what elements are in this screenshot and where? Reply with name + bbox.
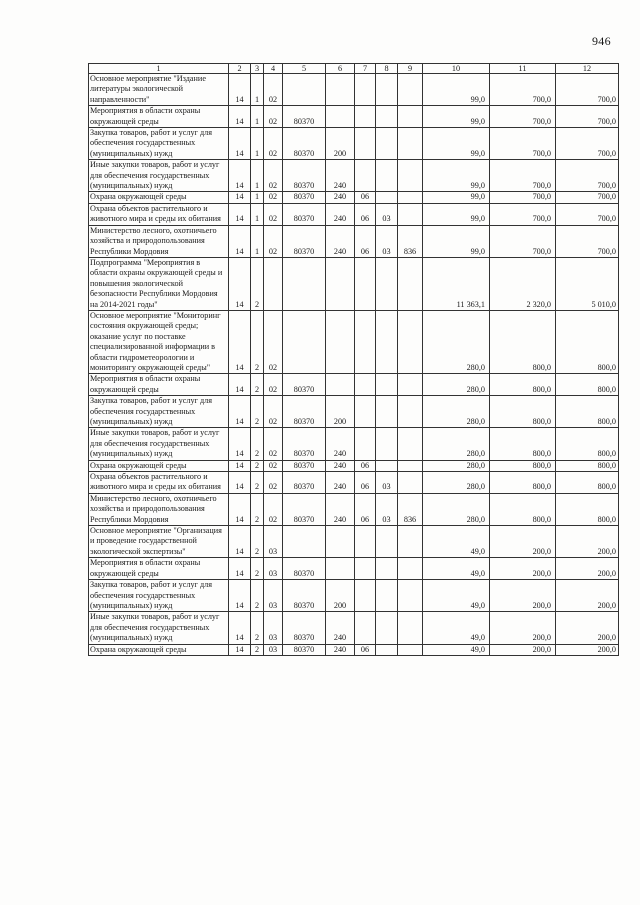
ministry-code-cell: 14 <box>229 128 251 160</box>
amount-col12-cell: 800,0 <box>556 428 619 460</box>
ministry-code-cell: 14 <box>229 580 251 612</box>
activity-cell: 03 <box>264 558 283 580</box>
subsection-cell <box>376 612 398 644</box>
expense-type-cell <box>326 74 355 106</box>
subsection-cell <box>376 257 398 310</box>
amount-col11-cell: 200,0 <box>490 644 556 655</box>
subprogram-cell: 2 <box>251 558 264 580</box>
direction-code-cell: 80370 <box>283 460 326 471</box>
expense-type-cell: 240 <box>326 493 355 525</box>
ministry-code-cell: 14 <box>229 203 251 225</box>
table-row <box>89 225 619 257</box>
section-cell <box>355 374 376 396</box>
subprogram-cell: 1 <box>251 192 264 203</box>
direction-code-cell: 80370 <box>283 203 326 225</box>
subsection-cell <box>376 128 398 160</box>
amount-col12-cell: 800,0 <box>556 310 619 373</box>
amount-col10-cell: 49,0 <box>423 526 490 558</box>
ministry-code-cell: 14 <box>229 257 251 310</box>
column-header: 6 <box>326 64 355 74</box>
amount-col11-cell: 800,0 <box>490 428 556 460</box>
row-name-cell: Мероприятия в области охраны окружающей среды <box>89 106 229 128</box>
subsection-cell: 03 <box>376 203 398 225</box>
subsection-cell: 03 <box>376 493 398 525</box>
amount-col12-cell: 200,0 <box>556 580 619 612</box>
subprogram-cell: 2 <box>251 472 264 494</box>
direction-code-cell: 80370 <box>283 128 326 160</box>
amount-col10-cell: 99,0 <box>423 225 490 257</box>
grbs-code-cell <box>398 396 423 428</box>
row-name-cell: Основное мероприятие "Организация и проведение государственной экологической экспертизы" <box>89 526 229 558</box>
direction-code-cell: 80370 <box>283 558 326 580</box>
subprogram-cell: 1 <box>251 225 264 257</box>
table-row <box>89 106 619 128</box>
amount-col10-cell: 99,0 <box>423 74 490 106</box>
amount-col10-cell: 49,0 <box>423 644 490 655</box>
table-row <box>89 310 619 373</box>
table-row <box>89 396 619 428</box>
row-name-cell: Подпрограмма "Мероприятия в области охраны окружающей среды и повышения экологической безопасности Республики Мордовия на 2014-2021 годы" <box>89 257 229 310</box>
expense-type-cell <box>326 374 355 396</box>
table-row <box>89 74 619 106</box>
activity-cell: 03 <box>264 644 283 655</box>
grbs-code-cell <box>398 460 423 471</box>
subsection-cell <box>376 310 398 373</box>
row-name-cell: Охрана окружающей среды <box>89 460 229 471</box>
activity-cell: 02 <box>264 493 283 525</box>
grbs-code-cell <box>398 106 423 128</box>
table-row <box>89 374 619 396</box>
table-body <box>89 74 619 656</box>
expense-type-cell: 240 <box>326 472 355 494</box>
budget-table <box>88 63 619 656</box>
row-name-cell: Министерство лесного, охотничьего хозяйства и природопользования Республики Мордовия <box>89 225 229 257</box>
grbs-code-cell <box>398 374 423 396</box>
table-row <box>89 580 619 612</box>
direction-code-cell: 80370 <box>283 106 326 128</box>
direction-code-cell: 80370 <box>283 472 326 494</box>
section-cell <box>355 612 376 644</box>
direction-code-cell <box>283 526 326 558</box>
table-row <box>89 203 619 225</box>
subprogram-cell: 2 <box>251 644 264 655</box>
table-row <box>89 526 619 558</box>
row-name-cell: Иные закупки товаров, работ и услуг для обеспечения государственных (муниципальных) нужд <box>89 160 229 192</box>
column-header: 4 <box>264 64 283 74</box>
column-header: 2 <box>229 64 251 74</box>
grbs-code-cell <box>398 192 423 203</box>
ministry-code-cell: 14 <box>229 526 251 558</box>
expense-type-cell: 240 <box>326 203 355 225</box>
amount-col11-cell: 700,0 <box>490 128 556 160</box>
ministry-code-cell: 14 <box>229 160 251 192</box>
column-header: 12 <box>556 64 619 74</box>
row-name-cell: Мероприятия в области охраны окружающей среды <box>89 374 229 396</box>
subsection-cell <box>376 644 398 655</box>
amount-col10-cell: 49,0 <box>423 612 490 644</box>
table-row <box>89 612 619 644</box>
row-name-cell: Основное мероприятие "Издание литературы экологической направленности" <box>89 74 229 106</box>
expense-type-cell: 240 <box>326 160 355 192</box>
ministry-code-cell: 14 <box>229 472 251 494</box>
amount-col12-cell: 800,0 <box>556 493 619 525</box>
grbs-code-cell <box>398 526 423 558</box>
subprogram-cell: 2 <box>251 396 264 428</box>
section-cell: 06 <box>355 203 376 225</box>
expense-type-cell: 240 <box>326 192 355 203</box>
amount-col12-cell: 200,0 <box>556 558 619 580</box>
amount-col11-cell: 700,0 <box>490 225 556 257</box>
direction-code-cell <box>283 257 326 310</box>
expense-type-cell <box>326 558 355 580</box>
amount-col11-cell: 200,0 <box>490 612 556 644</box>
activity-cell: 02 <box>264 396 283 428</box>
expense-type-cell: 240 <box>326 612 355 644</box>
column-header: 3 <box>251 64 264 74</box>
ministry-code-cell: 14 <box>229 106 251 128</box>
grbs-code-cell <box>398 310 423 373</box>
activity-cell <box>264 257 283 310</box>
grbs-code-cell <box>398 128 423 160</box>
amount-col10-cell: 99,0 <box>423 192 490 203</box>
direction-code-cell: 80370 <box>283 374 326 396</box>
row-name-cell: Министерство лесного, охотничьего хозяйства и природопользования Республики Мордовия <box>89 493 229 525</box>
section-cell <box>355 526 376 558</box>
table-row <box>89 128 619 160</box>
amount-col11-cell: 700,0 <box>490 106 556 128</box>
row-name-cell: Охрана окружающей среды <box>89 644 229 655</box>
section-cell: 06 <box>355 472 376 494</box>
column-header: 9 <box>398 64 423 74</box>
subprogram-cell: 2 <box>251 460 264 471</box>
amount-col11-cell: 2 320,0 <box>490 257 556 310</box>
grbs-code-cell <box>398 644 423 655</box>
grbs-code-cell <box>398 160 423 192</box>
grbs-code-cell <box>398 580 423 612</box>
subprogram-cell: 1 <box>251 160 264 192</box>
column-header: 8 <box>376 64 398 74</box>
grbs-code-cell <box>398 428 423 460</box>
expense-type-cell: 240 <box>326 460 355 471</box>
section-cell <box>355 428 376 460</box>
section-cell: 06 <box>355 493 376 525</box>
section-cell: 06 <box>355 225 376 257</box>
table-row <box>89 192 619 203</box>
activity-cell: 03 <box>264 612 283 644</box>
table-row <box>89 644 619 655</box>
grbs-code-cell <box>398 612 423 644</box>
subsection-cell <box>376 106 398 128</box>
amount-col12-cell: 700,0 <box>556 128 619 160</box>
amount-col10-cell: 99,0 <box>423 106 490 128</box>
ministry-code-cell: 14 <box>229 612 251 644</box>
subsection-cell <box>376 580 398 612</box>
amount-col12-cell: 700,0 <box>556 192 619 203</box>
ministry-code-cell: 14 <box>229 310 251 373</box>
activity-cell: 02 <box>264 192 283 203</box>
column-header: 11 <box>490 64 556 74</box>
amount-col10-cell: 280,0 <box>423 493 490 525</box>
amount-col11-cell: 700,0 <box>490 160 556 192</box>
amount-col10-cell: 280,0 <box>423 396 490 428</box>
amount-col12-cell: 800,0 <box>556 460 619 471</box>
amount-col11-cell: 700,0 <box>490 203 556 225</box>
direction-code-cell: 80370 <box>283 612 326 644</box>
section-cell <box>355 160 376 192</box>
activity-cell: 02 <box>264 106 283 128</box>
subsection-cell <box>376 160 398 192</box>
ministry-code-cell: 14 <box>229 396 251 428</box>
amount-col10-cell: 280,0 <box>423 374 490 396</box>
amount-col12-cell: 200,0 <box>556 644 619 655</box>
table-row <box>89 472 619 494</box>
grbs-code-cell <box>398 257 423 310</box>
amount-col11-cell: 800,0 <box>490 396 556 428</box>
amount-col11-cell: 200,0 <box>490 558 556 580</box>
table-row <box>89 558 619 580</box>
section-cell <box>355 106 376 128</box>
amount-col11-cell: 200,0 <box>490 526 556 558</box>
amount-col10-cell: 49,0 <box>423 558 490 580</box>
ministry-code-cell: 14 <box>229 74 251 106</box>
grbs-code-cell <box>398 472 423 494</box>
expense-type-cell: 240 <box>326 225 355 257</box>
subprogram-cell: 1 <box>251 128 264 160</box>
grbs-code-cell <box>398 558 423 580</box>
column-header: 7 <box>355 64 376 74</box>
amount-col12-cell: 700,0 <box>556 74 619 106</box>
direction-code-cell: 80370 <box>283 644 326 655</box>
subsection-cell <box>376 74 398 106</box>
amount-col10-cell: 280,0 <box>423 460 490 471</box>
activity-cell: 02 <box>264 74 283 106</box>
subsection-cell <box>376 526 398 558</box>
activity-cell: 02 <box>264 225 283 257</box>
subprogram-cell: 2 <box>251 310 264 373</box>
direction-code-cell <box>283 74 326 106</box>
subprogram-cell: 2 <box>251 257 264 310</box>
amount-col10-cell: 99,0 <box>423 203 490 225</box>
activity-cell: 02 <box>264 460 283 471</box>
section-cell <box>355 257 376 310</box>
table-row <box>89 493 619 525</box>
direction-code-cell: 80370 <box>283 493 326 525</box>
ministry-code-cell: 14 <box>229 192 251 203</box>
amount-col12-cell: 700,0 <box>556 225 619 257</box>
expense-type-cell: 200 <box>326 396 355 428</box>
direction-code-cell: 80370 <box>283 396 326 428</box>
grbs-code-cell: 836 <box>398 225 423 257</box>
subprogram-cell: 2 <box>251 526 264 558</box>
row-name-cell: Мероприятия в области охраны окружающей среды <box>89 558 229 580</box>
section-cell <box>355 558 376 580</box>
subsection-cell: 03 <box>376 472 398 494</box>
amount-col10-cell: 280,0 <box>423 472 490 494</box>
direction-code-cell: 80370 <box>283 580 326 612</box>
direction-code-cell: 80370 <box>283 192 326 203</box>
column-header: 1 <box>89 64 229 74</box>
amount-col12-cell: 700,0 <box>556 160 619 192</box>
subsection-cell <box>376 428 398 460</box>
amount-col11-cell: 800,0 <box>490 460 556 471</box>
expense-type-cell <box>326 106 355 128</box>
amount-col10-cell: 99,0 <box>423 128 490 160</box>
amount-col12-cell: 700,0 <box>556 106 619 128</box>
grbs-code-cell: 836 <box>398 493 423 525</box>
amount-col11-cell: 800,0 <box>490 472 556 494</box>
amount-col12-cell: 700,0 <box>556 203 619 225</box>
amount-col11-cell: 800,0 <box>490 310 556 373</box>
row-name-cell: Иные закупки товаров, работ и услуг для обеспечения государственных (муниципальных) нужд <box>89 428 229 460</box>
row-name-cell: Охрана объектов растительного и животного мира и среды их обитания <box>89 472 229 494</box>
ministry-code-cell: 14 <box>229 558 251 580</box>
section-cell <box>355 74 376 106</box>
table-row <box>89 257 619 310</box>
page-number: 946 <box>592 34 611 48</box>
section-cell <box>355 580 376 612</box>
amount-col12-cell: 5 010,0 <box>556 257 619 310</box>
subprogram-cell: 1 <box>251 74 264 106</box>
amount-col11-cell: 700,0 <box>490 192 556 203</box>
subsection-cell <box>376 192 398 203</box>
activity-cell: 02 <box>264 128 283 160</box>
expense-type-cell: 240 <box>326 644 355 655</box>
row-name-cell: Закупка товаров, работ и услуг для обеспечения государственных (муниципальных) нужд <box>89 396 229 428</box>
subprogram-cell: 2 <box>251 612 264 644</box>
amount-col10-cell: 49,0 <box>423 580 490 612</box>
subprogram-cell: 2 <box>251 580 264 612</box>
section-cell: 06 <box>355 644 376 655</box>
activity-cell: 03 <box>264 580 283 612</box>
ministry-code-cell: 14 <box>229 493 251 525</box>
amount-col10-cell: 280,0 <box>423 428 490 460</box>
subsection-cell <box>376 460 398 471</box>
grbs-code-cell <box>398 74 423 106</box>
table-row <box>89 460 619 471</box>
activity-cell: 02 <box>264 472 283 494</box>
amount-col10-cell: 11 363,1 <box>423 257 490 310</box>
section-cell <box>355 128 376 160</box>
direction-code-cell: 80370 <box>283 225 326 257</box>
subprogram-cell: 2 <box>251 428 264 460</box>
activity-cell: 02 <box>264 428 283 460</box>
expense-type-cell <box>326 310 355 373</box>
section-cell <box>355 396 376 428</box>
grbs-code-cell <box>398 203 423 225</box>
row-name-cell: Охрана объектов растительного и животного мира и среды их обитания <box>89 203 229 225</box>
direction-code-cell: 80370 <box>283 160 326 192</box>
amount-col12-cell: 800,0 <box>556 396 619 428</box>
subprogram-cell: 2 <box>251 493 264 525</box>
activity-cell: 02 <box>264 310 283 373</box>
ministry-code-cell: 14 <box>229 225 251 257</box>
ministry-code-cell: 14 <box>229 460 251 471</box>
expense-type-cell <box>326 257 355 310</box>
section-cell: 06 <box>355 192 376 203</box>
row-name-cell: Иные закупки товаров, работ и услуг для обеспечения государственных (муниципальных) нужд <box>89 612 229 644</box>
amount-col11-cell: 800,0 <box>490 374 556 396</box>
subsection-cell: 03 <box>376 225 398 257</box>
subprogram-cell: 1 <box>251 106 264 128</box>
row-name-cell: Основное мероприятие "Мониторинг состояния окружающей среды; оказание услуг по поставке специализированной информации в области гидрометеорологии и мониторингу окружающей среды" <box>89 310 229 373</box>
amount-col12-cell: 800,0 <box>556 472 619 494</box>
activity-cell: 02 <box>264 374 283 396</box>
amount-col10-cell: 99,0 <box>423 160 490 192</box>
table-row <box>89 160 619 192</box>
direction-code-cell <box>283 310 326 373</box>
subprogram-cell: 1 <box>251 203 264 225</box>
section-cell <box>355 310 376 373</box>
ministry-code-cell: 14 <box>229 644 251 655</box>
column-header: 10 <box>423 64 490 74</box>
ministry-code-cell: 14 <box>229 374 251 396</box>
table-header <box>89 64 619 74</box>
expense-type-cell <box>326 526 355 558</box>
section-cell: 06 <box>355 460 376 471</box>
row-name-cell: Охрана окружающей среды <box>89 192 229 203</box>
subsection-cell <box>376 374 398 396</box>
activity-cell: 02 <box>264 203 283 225</box>
subsection-cell <box>376 558 398 580</box>
amount-col11-cell: 200,0 <box>490 580 556 612</box>
amount-col12-cell: 800,0 <box>556 374 619 396</box>
table-row <box>89 428 619 460</box>
expense-type-cell: 200 <box>326 580 355 612</box>
row-name-cell: Закупка товаров, работ и услуг для обеспечения государственных (муниципальных) нужд <box>89 580 229 612</box>
expense-type-cell: 240 <box>326 428 355 460</box>
subprogram-cell: 2 <box>251 374 264 396</box>
activity-cell: 02 <box>264 160 283 192</box>
amount-col11-cell: 700,0 <box>490 74 556 106</box>
column-header: 5 <box>283 64 326 74</box>
direction-code-cell: 80370 <box>283 428 326 460</box>
amount-col12-cell: 200,0 <box>556 526 619 558</box>
expense-type-cell: 200 <box>326 128 355 160</box>
activity-cell: 03 <box>264 526 283 558</box>
row-name-cell: Закупка товаров, работ и услуг для обеспечения государственных (муниципальных) нужд <box>89 128 229 160</box>
amount-col11-cell: 800,0 <box>490 493 556 525</box>
amount-col12-cell: 200,0 <box>556 612 619 644</box>
ministry-code-cell: 14 <box>229 428 251 460</box>
amount-col10-cell: 280,0 <box>423 310 490 373</box>
subsection-cell <box>376 396 398 428</box>
